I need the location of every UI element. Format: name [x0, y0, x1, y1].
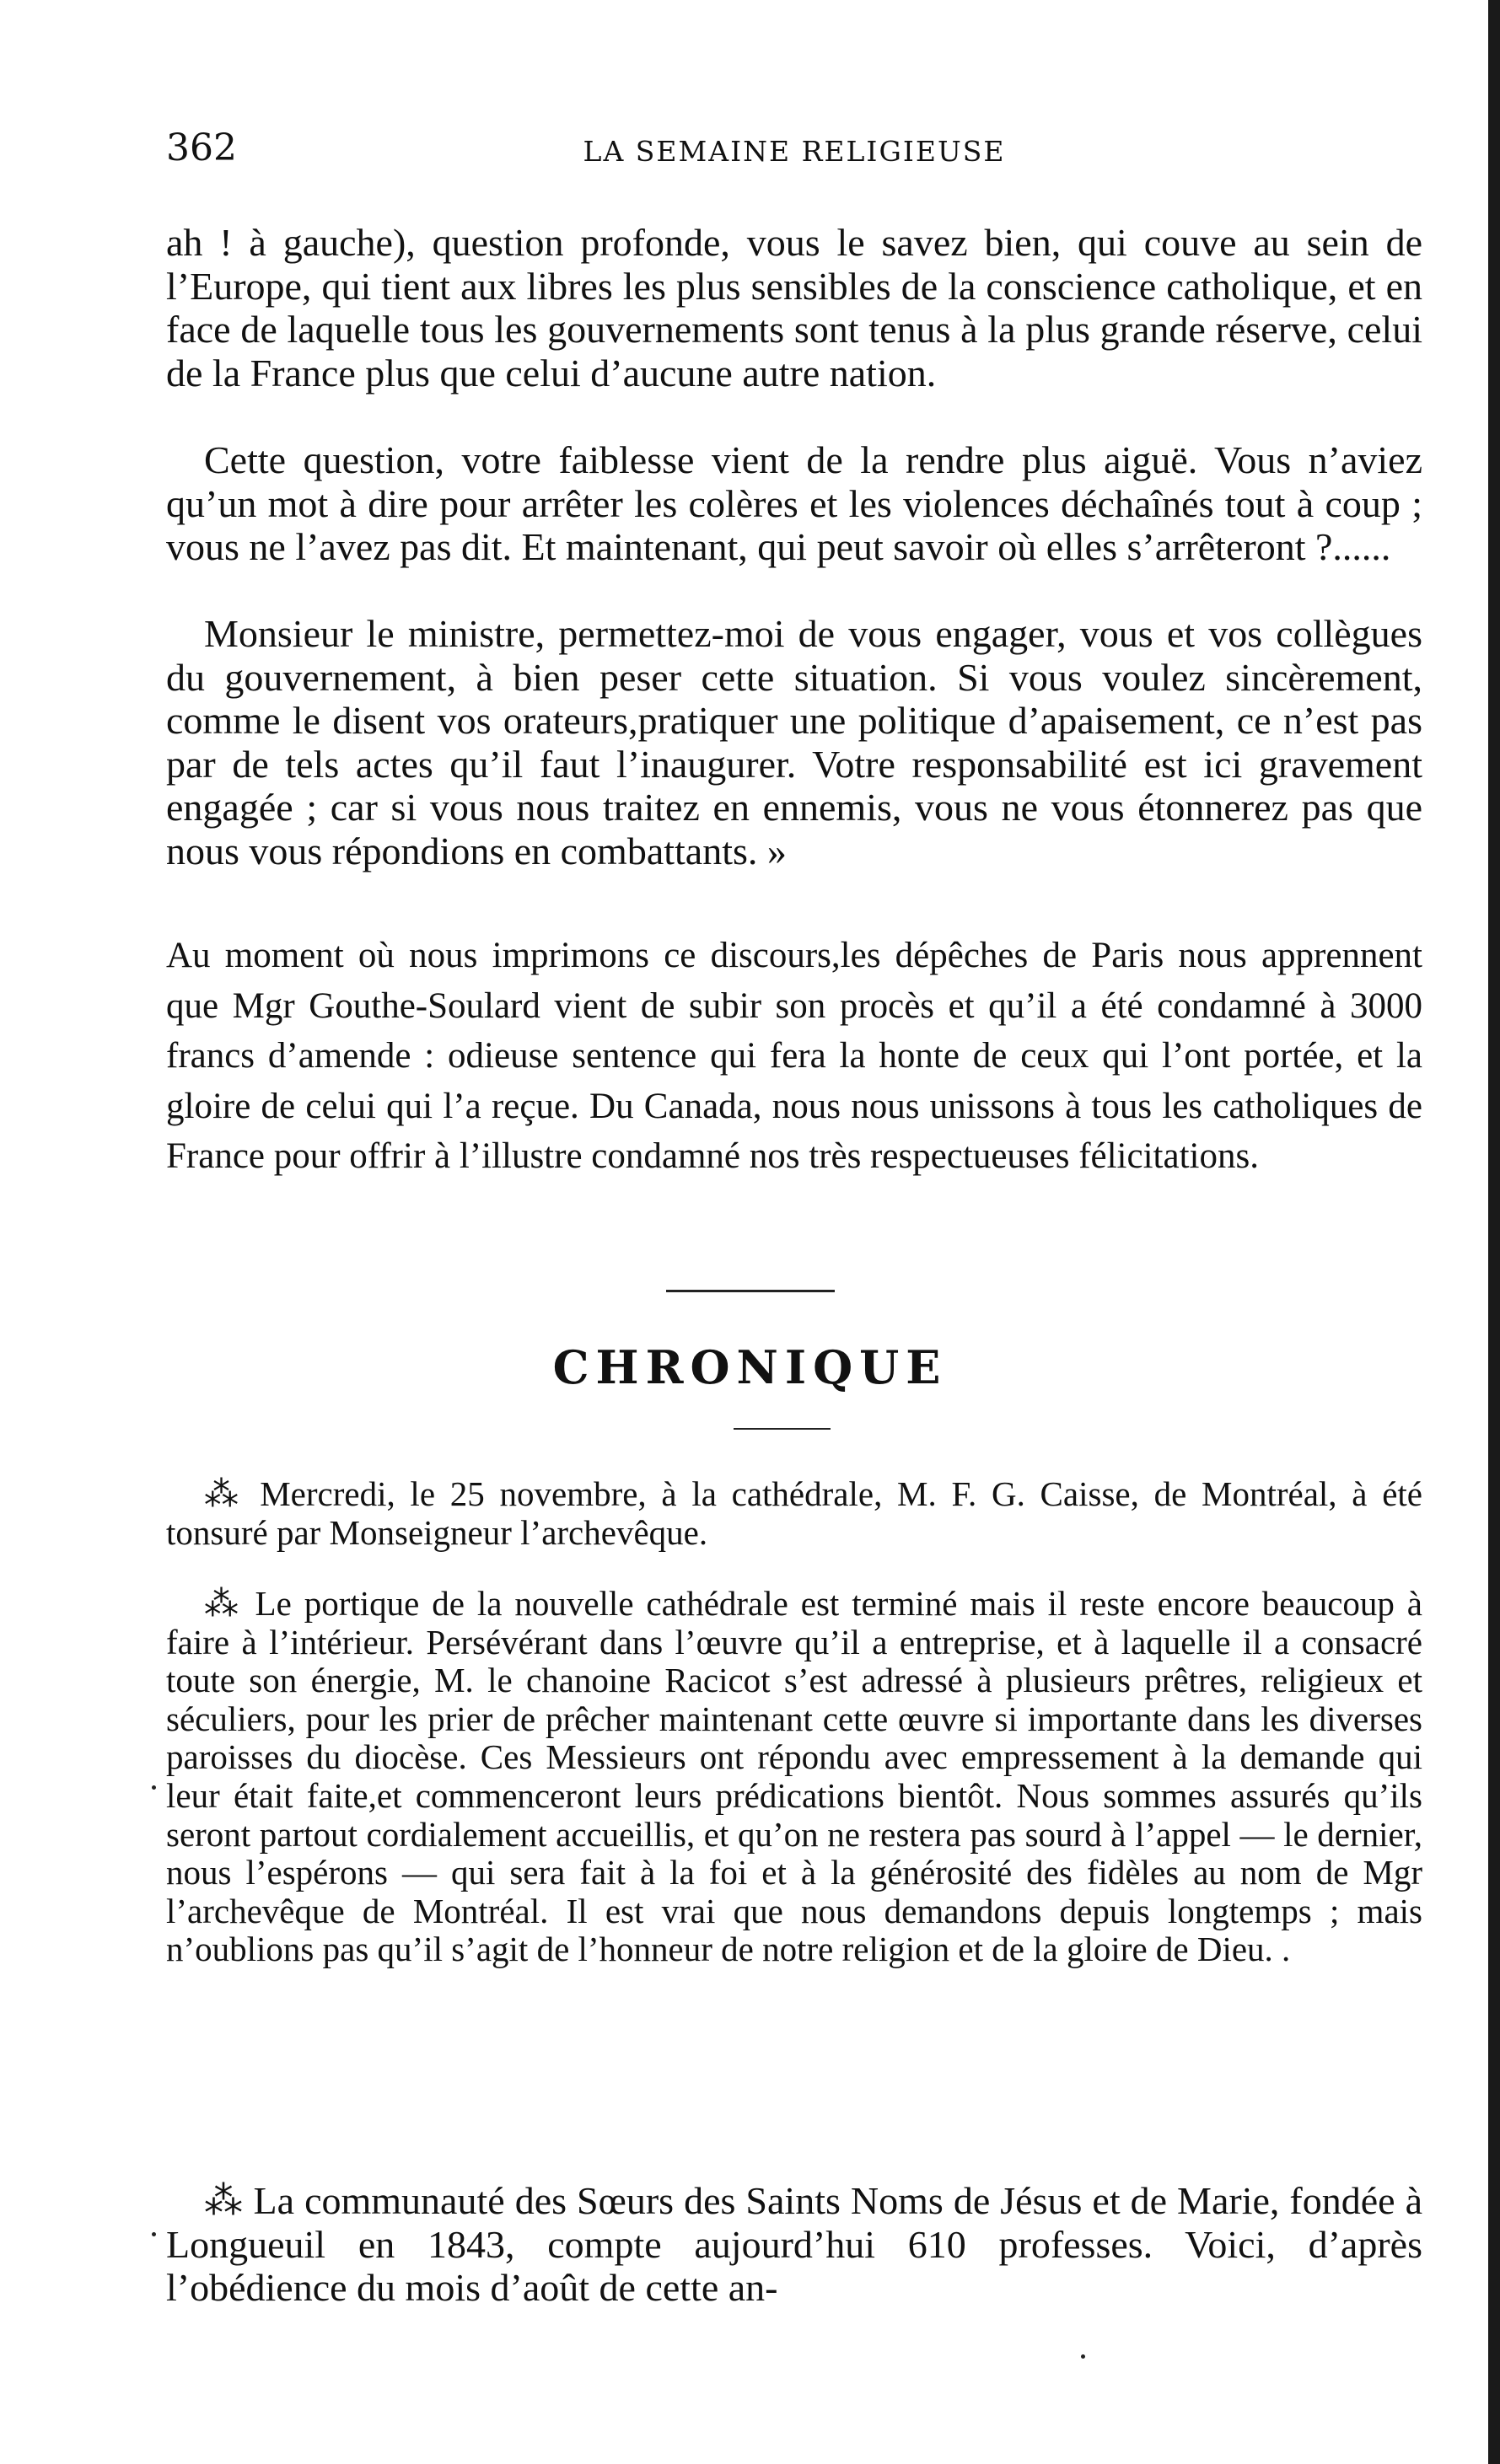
- page-number: 362: [166, 126, 237, 169]
- margin-mark: [152, 1785, 156, 1790]
- paragraph-editorial-note: Au moment où nous imprimons ce discours,les dépêches de Paris nous apprennent que Mgr Gouthe-Soulard vient de subir son procès et qu’il a été condamné à 3000 francs d’amende : odieuse sentence qui fera la honte de ceux qui l’ont portée, et la gloire de celui qui l’a reçue. Du Canada, nous nous unissons à tous les catholiques de France pour offrir à l’illustre condamné nos très respectueuses félicitations.: [166, 936, 1422, 1176]
- paragraph-minister: Monsieur le ministre, permettez-moi de vous engager, vous et vos collègues du gouvernement, à bien peser cette situation. Si vous voulez sincèrement, comme le disent vos orateurs,pratiquer une politique d’apaisement, ce n’est pas par de tels actes qu’il faut l’inaugurer. Votre responsabilité est ici gravement engagée ; car si vous nous traitez en ennemis, vous ne vous étonnerez pas que nous vous répondions en combattants. »: [166, 612, 1422, 872]
- section-title: CHRONIQUE: [552, 1340, 948, 1394]
- running-title: LA SEMAINE RELIGIEUSE: [583, 135, 1006, 168]
- section-divider: [666, 1290, 835, 1292]
- chronique-item-sisters: ⁂ La communauté des Sœurs des Saints Noms de Jésus et de Marie, fondée à Longueuil en 1843, compte aujourd’hui 610 professes. Voici, d’après l’obédience du mois d’août de cette an-: [166, 2179, 1422, 2309]
- margin-mark: [152, 2232, 156, 2236]
- paragraph-continuation: ah ! à gauche), question profonde, vous le savez bien, qui couve au sein de l’Europe, qui tient aux libres les plus sensibles de la conscience catholique, et en face de laquelle tous les gouvernements sont tenus à la plus grande réserve, celui de la France plus que celui d’aucune autre nation.: [166, 221, 1422, 395]
- paragraph-question: Cette question, votre faiblesse vient de la rendre plus aiguë. Vous n’aviez qu’un mot à dire pour arrêter les colères et les violences déchaînés tout à coup ; vous ne l’avez pas dit. Et maintenant, qui peut savoir où elles s’arrêteront ?......: [166, 438, 1422, 568]
- chronique-item-cathedral: ⁂ Le portique de la nouvelle cathédrale est terminé mais il reste encore beaucoup à faire à l’intérieur. Persévérant dans l’œuvre qu’il a entreprise, et à laquelle il a consacré toute son énergie, M. le chanoine Racicot s’est adressé à plusieurs prêtres, religieux et séculiers, pour les prier de prêcher maintenant cette œuvre si importante dans les diverses paroisses du diocèse. Ces Messieurs ont répondu avec empressement à la demande qui leur était faite,et commenceront leurs prédications bientôt. Nous sommes assurés qu’ils seront partout cordialement accueillis, et qu’on ne restera pas sourd à l’appel — le dernier, nous l’espérons — qui sera fait à la foi et à la générosité des fidèles au nom de Mgr l’archevêque de Montréal. Il est vrai que nous demandons depuis longtemps ; mais n’oublions pas qu’il s’agit de l’honneur de notre religion et de la gloire de Dieu. .: [166, 1584, 1422, 1969]
- stray-mark: [1081, 2354, 1085, 2359]
- title-underline: [734, 1428, 831, 1430]
- chronique-item-tonsure: ⁂ Mercredi, le 25 novembre, à la cathédrale, M. F. G. Caisse, de Montréal, à été tonsuré par Monseigneur l’archevêque.: [166, 1474, 1422, 1552]
- page-header: [166, 126, 1422, 177]
- page-edge-shadow: [1488, 0, 1500, 2464]
